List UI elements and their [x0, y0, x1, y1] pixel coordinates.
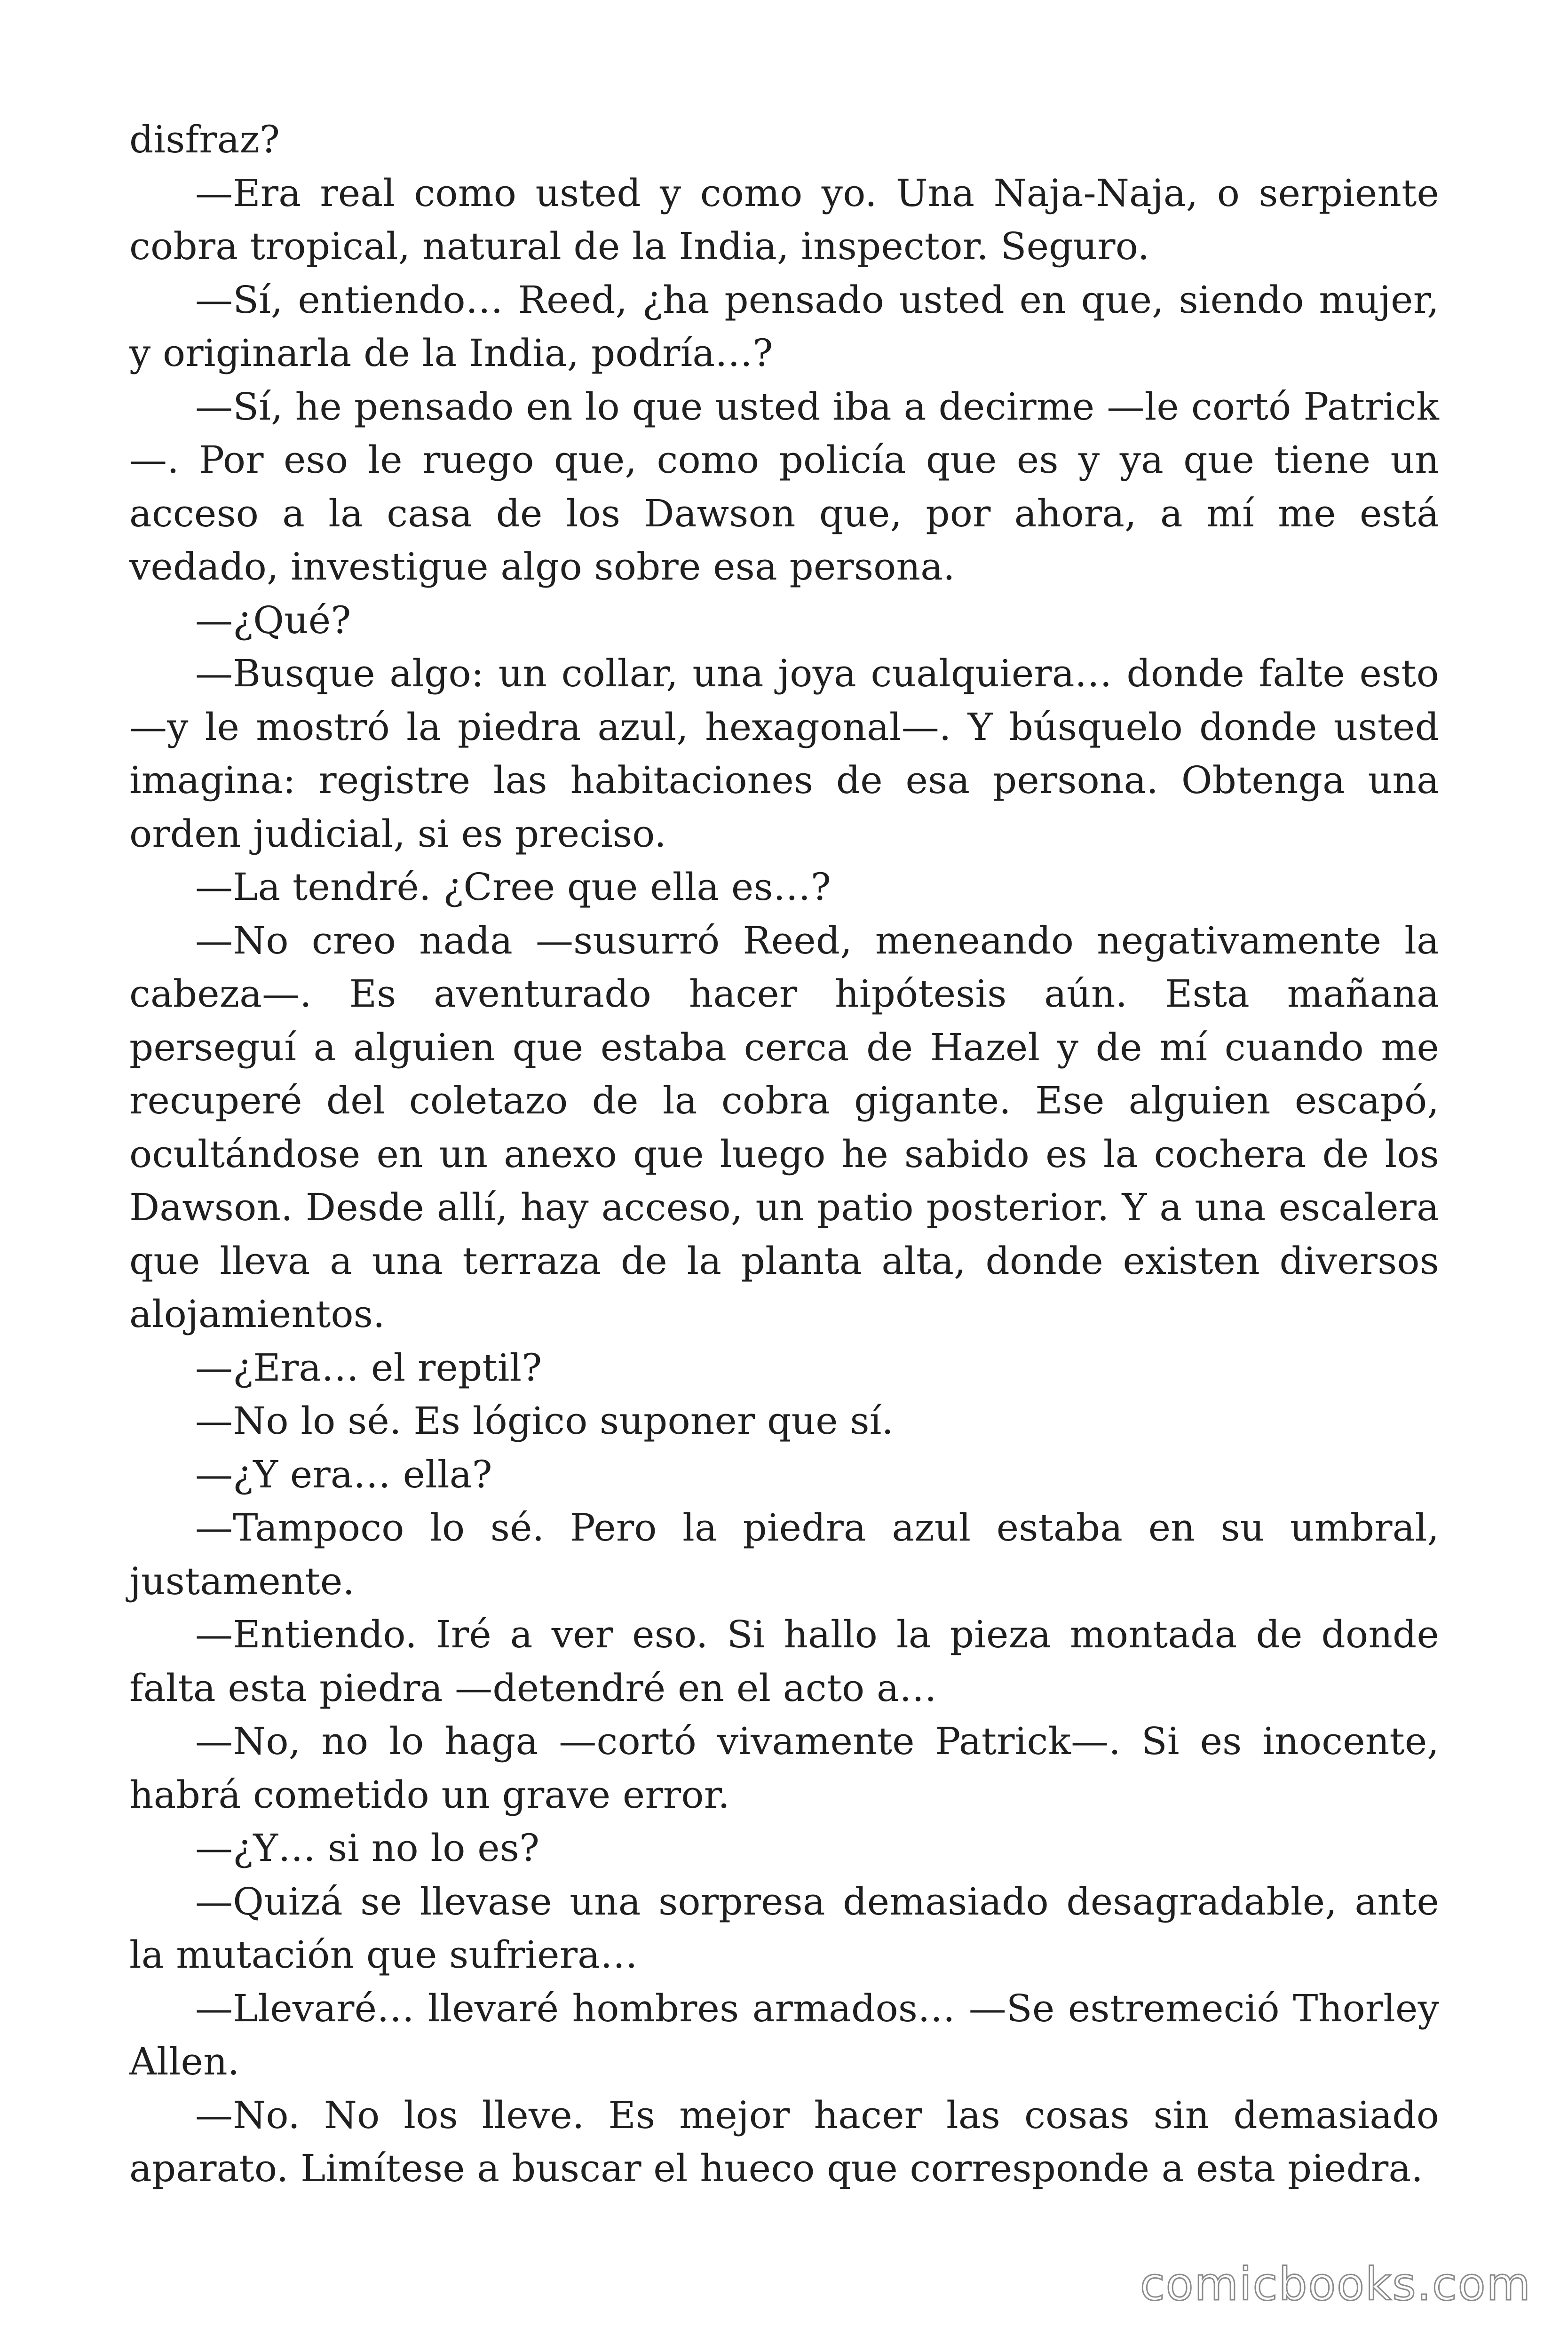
paragraph: —No. No los lleve. Es mejor hacer las cosas sin demasiado aparato. Limítese a buscar el hueco que corresponde a esta piedra.	[129, 2093, 1439, 2190]
paragraph: —Sí, entiendo… Reed, ¿ha pensado usted en que, siendo mujer, y originarla de la India, podría…?	[129, 278, 1439, 375]
paragraph: —Llevaré… llevaré hombres armados… —Se estremeció Thorley Allen.	[129, 1986, 1439, 2083]
paragraph: —Era real como usted y como yo. Una Naja-Naja, o serpiente cobra tropical, natural de la India, inspector. Seguro.	[129, 171, 1439, 268]
paragraph: —¿Era… el reptil?	[195, 1345, 542, 1390]
book-page-text	[129, 113, 1439, 2195]
paragraph: —Quizá se llevase una sorpresa demasiado desagradable, ante la mutación que sufriera…	[129, 1879, 1439, 1977]
paragraph-continuation: disfraz?	[129, 118, 280, 161]
paragraph: —Sí, he pensado en lo que usted iba a decirme —le cortó Patrick —. Por eso le ruego que, como policía que es y ya que tiene un acceso a la casa de los Dawson que, por ahora, a mí me está vedado, investigue algo sobre esa persona.	[129, 384, 1439, 588]
paragraph: —¿Y… si no lo es?	[195, 1826, 540, 1870]
paragraph: —No lo sé. Es lógico suponer que sí.	[195, 1399, 894, 1443]
paragraph: —¿Qué?	[195, 598, 351, 642]
paragraph: —Entiendo. Iré a ver eso. Si hallo la pieza montada de donde falta esta piedra —detendré en el acto a…	[129, 1613, 1439, 1710]
paragraph: —Tampoco lo sé. Pero la piedra azul estaba en su umbral, justamente.	[129, 1506, 1439, 1603]
watermark: comicbooks.com	[1140, 2258, 1531, 2311]
paragraph: —La tendré. ¿Cree que ella es…?	[195, 865, 832, 909]
paragraph: —Busque algo: un collar, una joya cualquiera… donde falte esto —y le mostró la piedra azul, hexagonal—. Y búsquelo donde usted imagina: registre las habitaciones de esa persona. Obtenga una orden judicial, si es preciso.	[129, 652, 1439, 856]
paragraph: —¿Y era… ella?	[195, 1452, 492, 1496]
paragraph: —No, no lo haga —cortó vivamente Patrick—. Si es inocente, habrá cometido un grave error.	[129, 1719, 1439, 1817]
paragraph: —No creo nada —susurró Reed, meneando negativamente la cabeza—. Es aventurado hacer hipótesis aún. Esta mañana perseguí a alguien que estaba cerca de Hazel y de mí cuando me recuperé del coletazo de la cobra gigante. Ese alguien escapó, ocultándose en un anexo que luego he sabido es la cochera de los Dawson. Desde allí, hay acceso, un patio posterior. Y a una escalera que lleva a una terraza de la planta alta, donde existen diversos alojamientos.	[129, 918, 1439, 1336]
